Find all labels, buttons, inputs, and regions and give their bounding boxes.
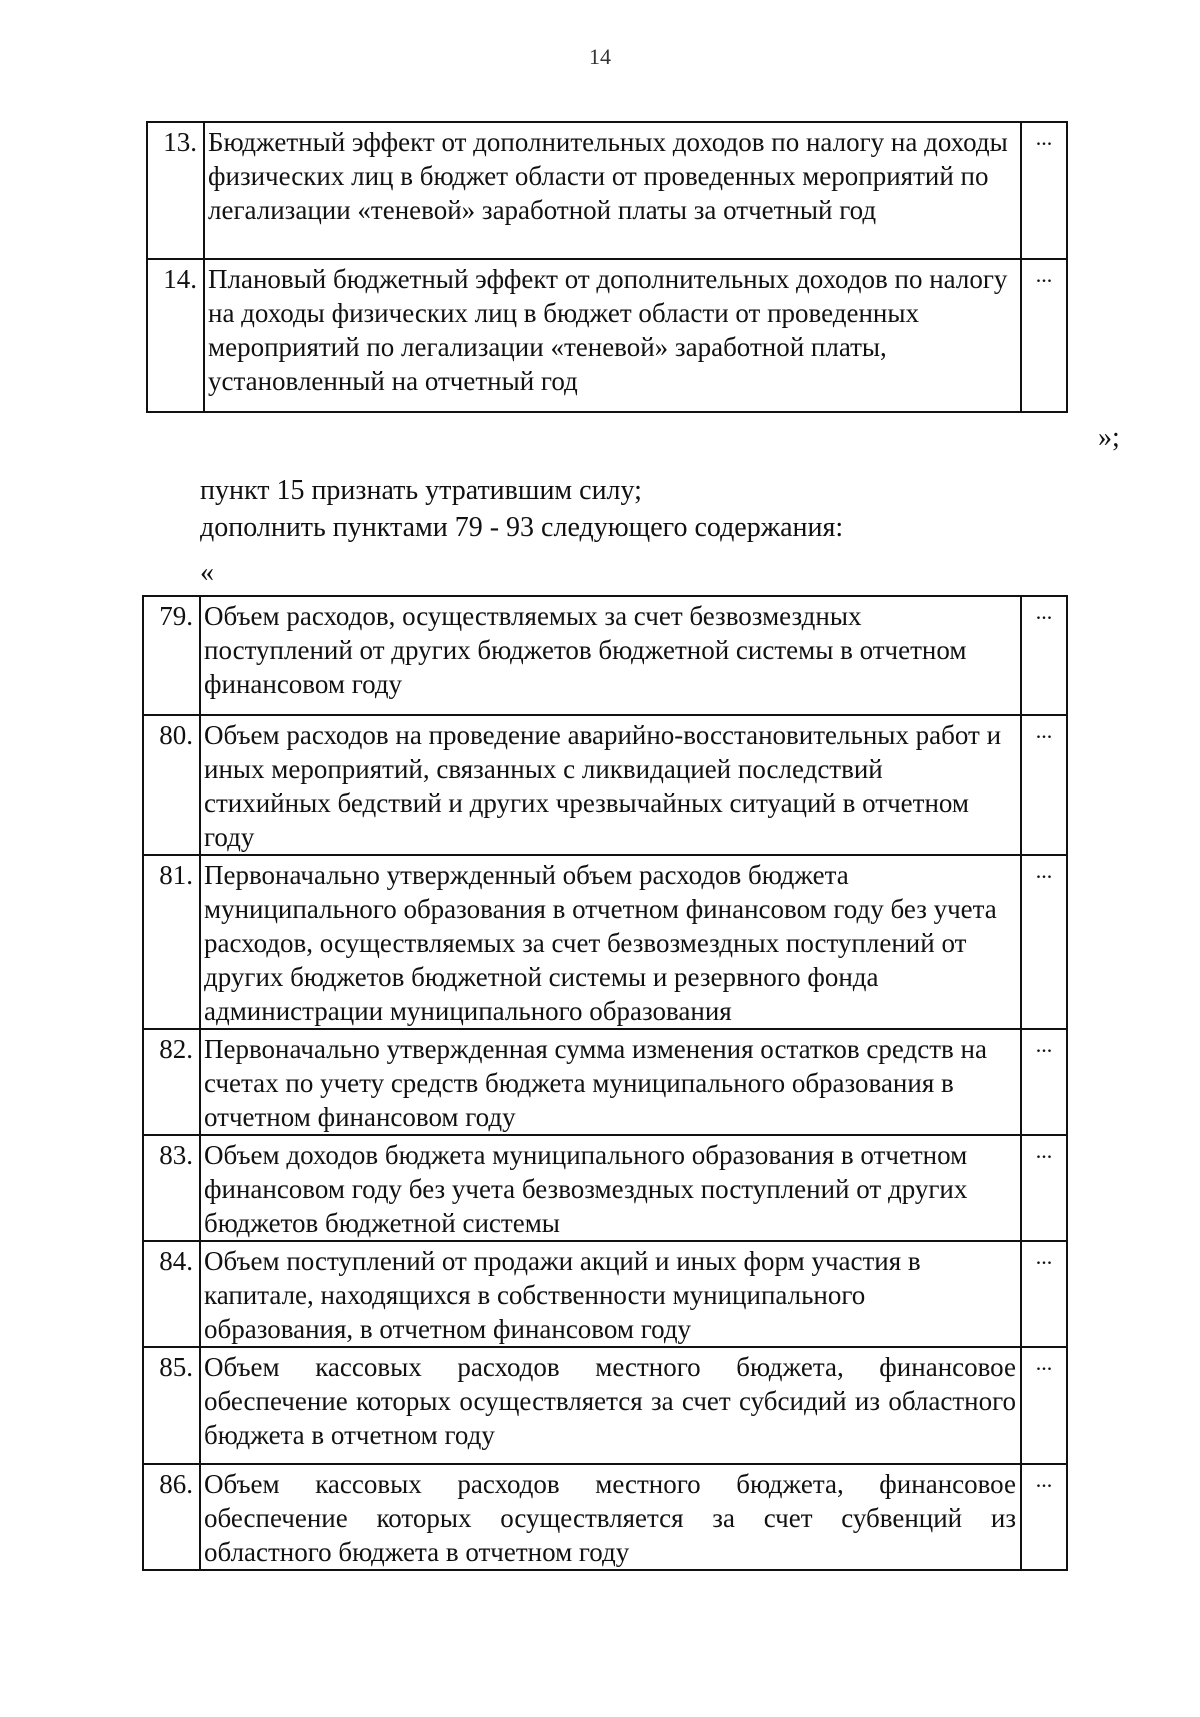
- row-number: 83.: [143, 1135, 200, 1241]
- table-row: [143, 1241, 1067, 1347]
- paragraph-add-clauses: дополнить пунктами 79 - 93 следующего содержания:: [200, 512, 844, 543]
- table-row: [143, 1464, 1067, 1570]
- indicator-table-bottom: [142, 595, 1068, 1571]
- table-row: [147, 122, 1067, 259]
- row-text: Объем доходов бюджета муниципального образования в отчетном финансовом году без учета безвозмездных поступлений от других бюджетов бюджетной системы: [200, 1135, 1021, 1241]
- paragraph-clause-15: пункт 15 признать утратившим силу;: [200, 475, 642, 506]
- indicator-table-top: [146, 121, 1068, 413]
- row-text: Объем расходов на проведение аварийно-восстановительных работ и иных мероприятий, связанных с ликвидацией последствий стихийных бедствий и других чрезвычайных ситуаций в отчетном году: [200, 715, 1021, 855]
- row-value: ...: [1021, 1029, 1067, 1135]
- row-number: 85.: [143, 1347, 200, 1464]
- row-text: Первоначально утвержденная сумма изменения остатков средств на счетах по учету средств бюджета муниципального образования в отчетном финансовом году: [200, 1029, 1021, 1135]
- table-row: [143, 1347, 1067, 1464]
- row-value: ...: [1021, 1347, 1067, 1464]
- row-value: ...: [1021, 715, 1067, 855]
- row-number: 13.: [147, 122, 204, 259]
- row-number: 14.: [147, 259, 204, 412]
- row-text: Объем поступлений от продажи акций и иных форм участия в капитале, находящихся в собственности муниципального образования, в отчетном финансовом году: [200, 1241, 1021, 1347]
- row-value: ...: [1021, 1464, 1067, 1570]
- row-value: ...: [1021, 1135, 1067, 1241]
- row-number: 80.: [143, 715, 200, 855]
- table-row: [143, 1029, 1067, 1135]
- row-number: 84.: [143, 1241, 200, 1347]
- row-number: 86.: [143, 1464, 200, 1570]
- row-value: ...: [1021, 259, 1067, 412]
- row-number: 81.: [143, 855, 200, 1029]
- row-text: Объем кассовых расходов местного бюджета, финансовое обеспечение которых осуществляется за счет субсидий из областного бюджета в отчетном году: [200, 1347, 1021, 1464]
- page-number: 14: [589, 44, 611, 69]
- row-text: Объем расходов, осуществляемых за счет безвозмездных поступлений от других бюджетов бюджетной системы в отчетном финансовом году: [200, 596, 1021, 715]
- row-text: Объем кассовых расходов местного бюджета, финансовое обеспечение которых осуществляется за счет субвенций из областного бюджета в отчетном году: [200, 1464, 1021, 1570]
- row-value: ...: [1021, 1241, 1067, 1347]
- closing-quote: »;: [1098, 422, 1120, 453]
- table-row: [143, 596, 1067, 715]
- table-row: [143, 855, 1067, 1029]
- row-text: Первоначально утвержденный объем расходов бюджета муниципального образования в отчетном финансовом году без учета расходов, осуществляемых за счет безвозмездных поступлений от других бюджетов бюджетной системы и резервного фонда администрации муниципального образования: [200, 855, 1021, 1029]
- row-value: ...: [1021, 596, 1067, 715]
- row-text: Плановый бюджетный эффект от дополнительных доходов по налогу на доходы физических лиц в бюджет области от проведенных мероприятий по легализации «теневой» заработной платы, установленный на отчетный год: [204, 259, 1021, 412]
- row-value: ...: [1021, 122, 1067, 259]
- row-number: 79.: [143, 596, 200, 715]
- row-value: ...: [1021, 855, 1067, 1029]
- table-row: [143, 715, 1067, 855]
- opening-quote: «: [200, 557, 214, 588]
- table-row: [143, 1135, 1067, 1241]
- table-row: [147, 259, 1067, 412]
- row-number: 82.: [143, 1029, 200, 1135]
- row-text: Бюджетный эффект от дополнительных доходов по налогу на доходы физических лиц в бюджет области от проведенных мероприятий по легализации «теневой» заработной платы за отчетный год: [204, 122, 1021, 259]
